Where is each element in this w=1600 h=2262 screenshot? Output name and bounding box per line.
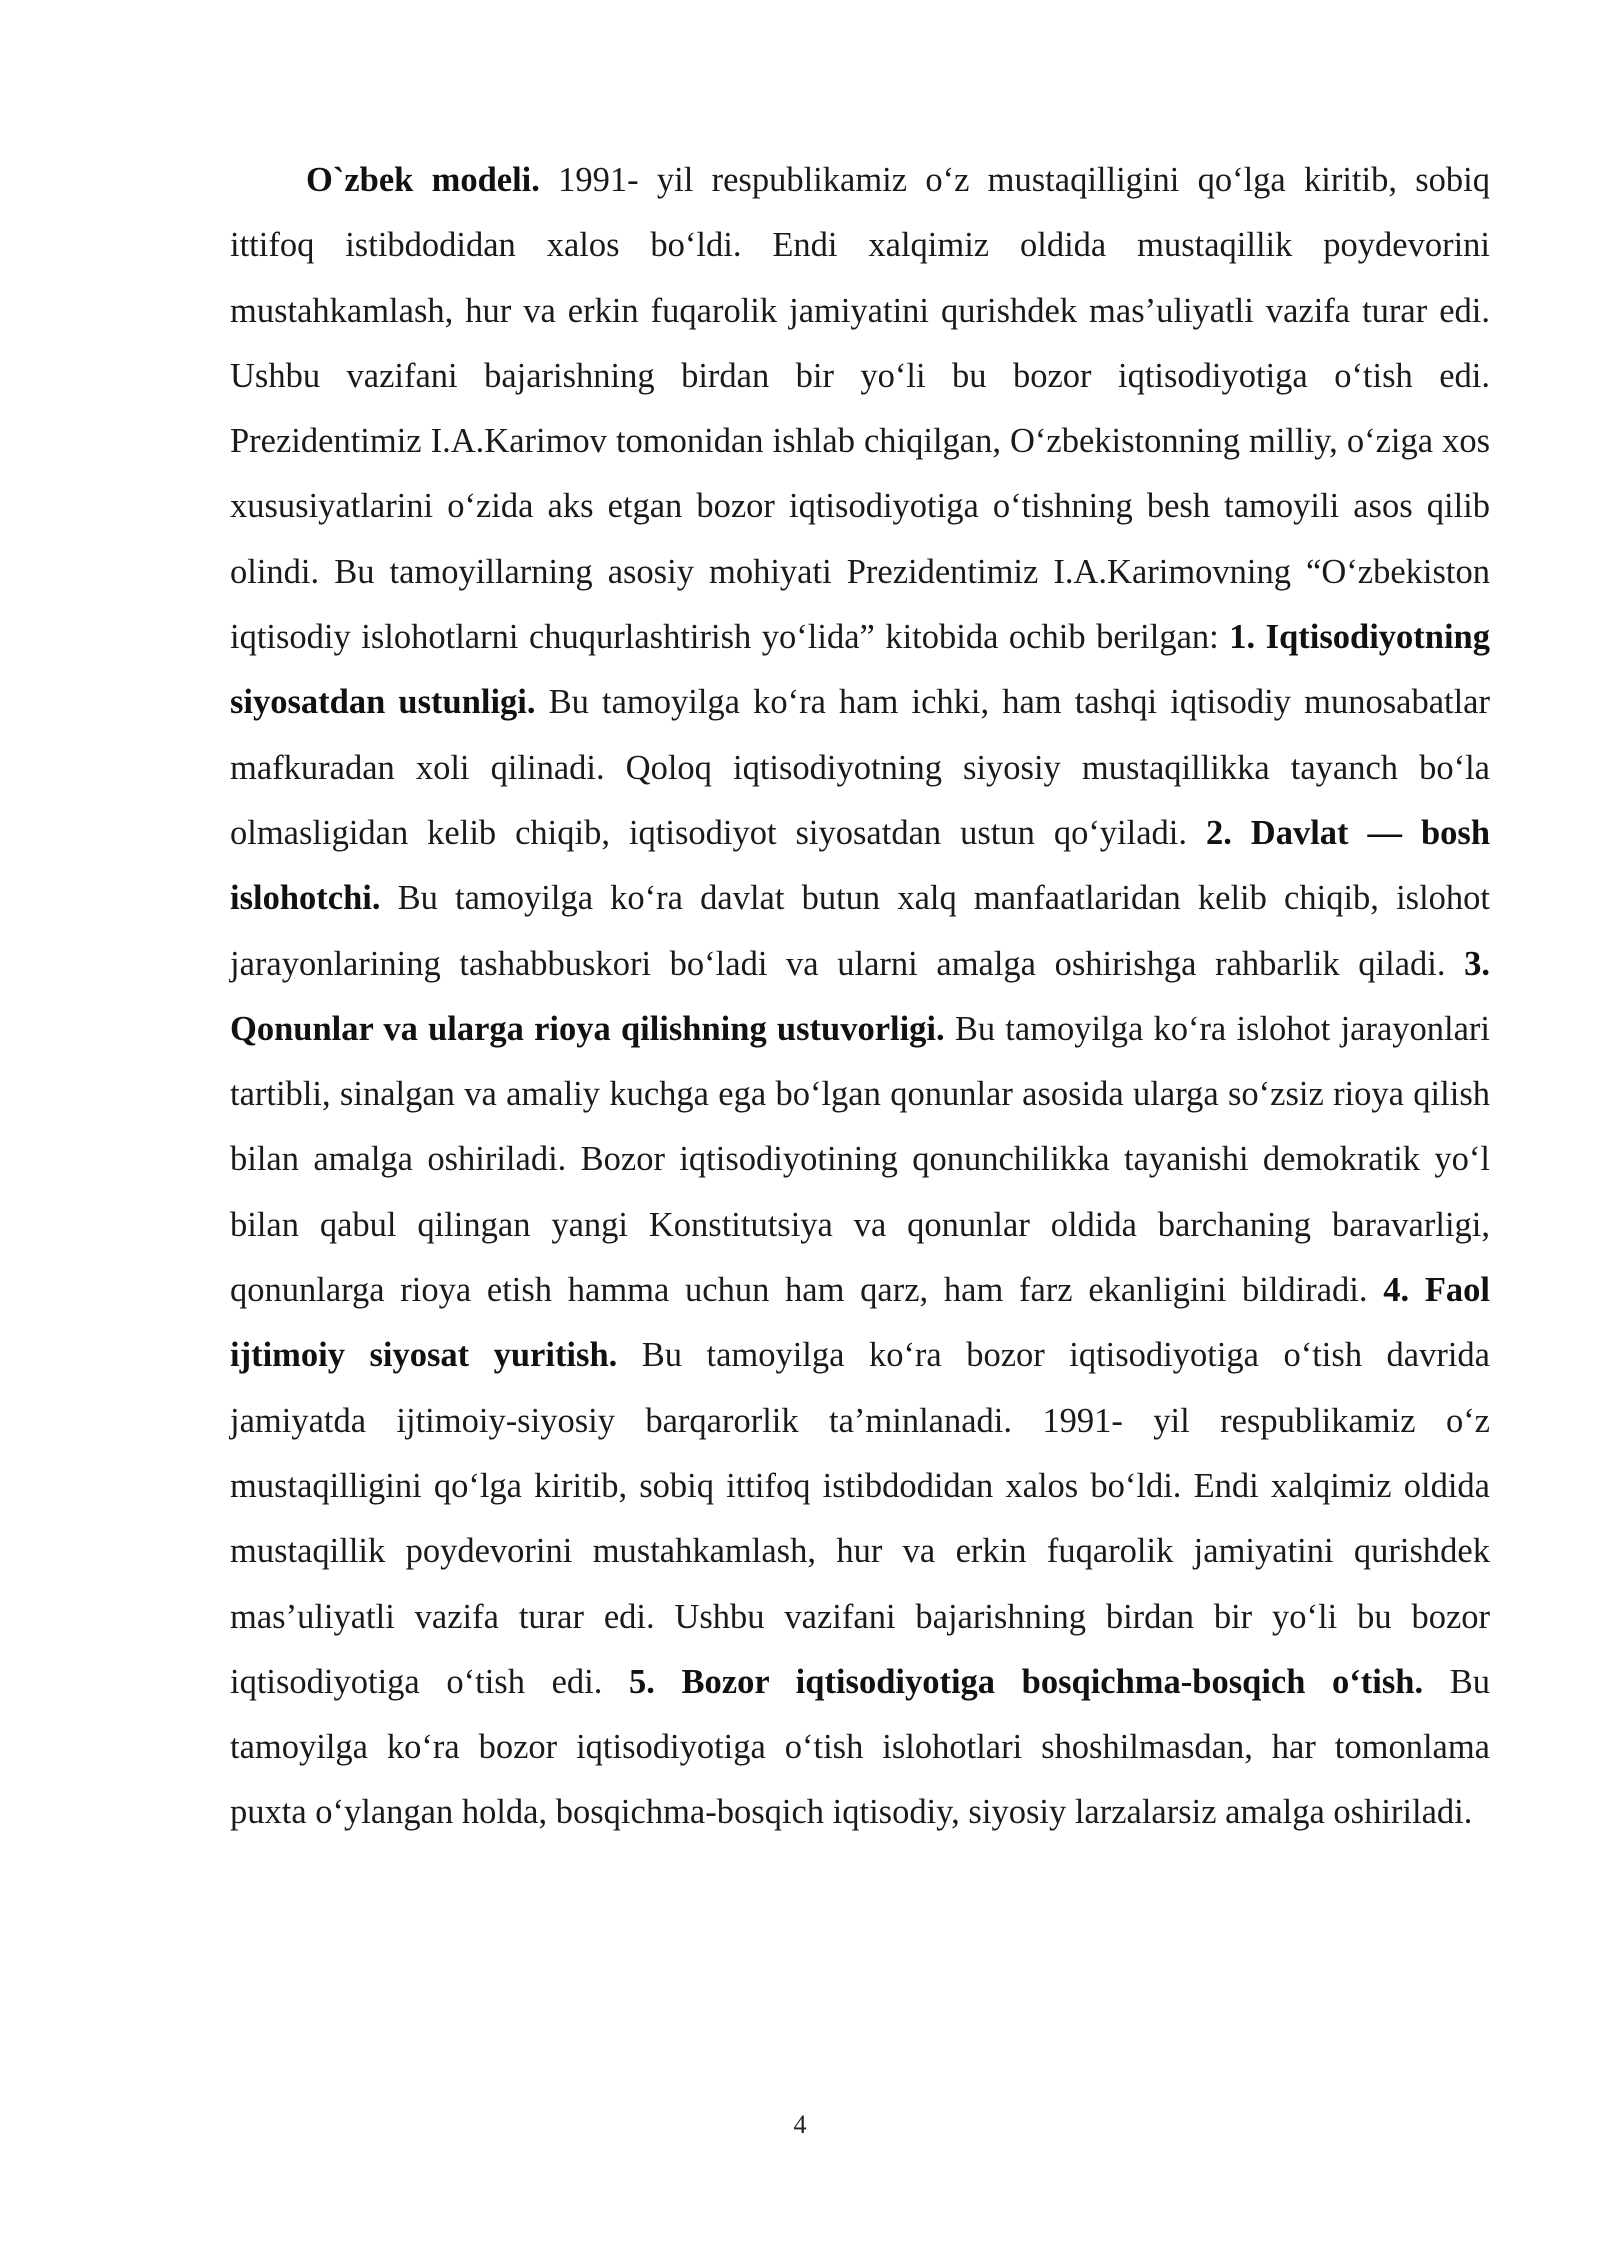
principle-3-heading: 3. Qonunlar va ularga rioya qilishning ustuvorligi. <box>230 944 1490 1048</box>
page-number: 4 <box>793 2110 807 2139</box>
paragraph-text: Bu tamoyilga ko‘ra bozor iqtisodiyotiga o‘tish davrida jamiyatda ijtimoiy-siyosiy barqarorlik ta’minlanadi. 1991- yil respublikamiz o‘z mustaqilligini qo‘lga kiritib, sobiq ittifoq istibdodidan xalos bo‘ldi. Endi xalqimiz oldida mustaqillik poydevorini mustahkamlash, hur va erkin fuqarolik jamiyatini qurishdek mas’uliyatli vazifa turar edi. Ushbu vazifani bajarishning birdan bir yo‘li bu bozor iqtisodiyotiga o‘tish edi. <box>230 1336 1490 1701</box>
paragraph-text: Bu tamoyilga ko‘ra islohot jarayonlari tartibli, sinalgan va amaliy kuchga ega bo‘lgan qonunlar asosida ularga so‘zsiz rioya qilish bilan amalga oshiriladi. Bozor iqtisodiyotining qonunchilikka tayanishi demokratik yo‘l bilan qabul qilingan yangi Konstitutsiya va qonunlar oldida barchaning baravarligi, qonunlarga rioya etish hamma uchun ham qarz, ham farz ekanligini bildiradi. <box>230 1009 1490 1310</box>
principle-2-heading: 2. Davlat — bosh islohotchi. <box>230 813 1491 918</box>
body-paragraph <box>230 148 1490 1846</box>
section-heading-uzbek-model: O`zbek modeli. <box>306 161 540 199</box>
paragraph-text: 1991- yil respublikamiz o‘z mustaqilligini qo‘lga kiritib, sobiq ittifoq istibdodidan xalos bo‘ldi. Endi xalqimiz oldida mustaqillik poydevorini mustahkamlash, hur va erkin fuqarolik jamiyatini qurishdek mas’uliyatli vazifa turar edi. Ushbu vazifani bajarishning birdan bir yo‘li bu bozor iqtisodiyotiga o‘tish edi. Prezidentimiz I.A.Karimov tomonidan ishlab chiqilgan, O‘zbekistonning milliy, o‘ziga xos xususiyatlarini o‘zida aks etgan bozor iqtisodiyotiga o‘tishning besh tamoyili asos qilib olindi. Bu tamoyillarning asosiy mohiyati Prezidentimiz I.A.Karimovning “O‘zbekiston iqtisodiy islohotlarni chuqurlashtirish yo‘lida” kitobida ochib berilgan: <box>230 161 1490 657</box>
principle-4-heading: 4. Faol ijtimoiy siyosat yuritish. <box>230 1271 1490 1375</box>
principle-1-heading: 1. Iqtisodiyotning siyosatdan ustunligi. <box>230 618 1490 722</box>
principle-5-heading: 5. Bozor iqtisodiyotiga bosqichma-bosqich o‘tish. <box>629 1662 1424 1701</box>
paragraph-text: Bu tamoyilga ko‘ra bozor iqtisodiyotiga o‘tish islohotlari shoshilmasdan, har tomonlama puxta o‘ylangan holda, bosqichma-bosqich iqtisodiy, siyosiy larzalarsiz amalga oshiriladi. <box>230 1662 1491 1832</box>
paragraph-text: Bu tamoyilga ko‘ra ham ichki, ham tashqi iqtisodiy munosabatlar mafkuradan xoli qilinadi. Qoloq iqtisodiyotning siyosiy mustaqillikka tayanch bo‘la olmasligidan kelib chiqib, iqtisodiyot siyosatdan ustun qo‘yiladi. <box>230 683 1490 852</box>
paragraph-text: Bu tamoyilga ko‘ra davlat butun xalq manfaatlaridan kelib chiqib, islohot jarayonlarining tashabbuskori bo‘ladi va ularni amalga oshirishga rahbarlik qiladi. <box>230 879 1490 983</box>
